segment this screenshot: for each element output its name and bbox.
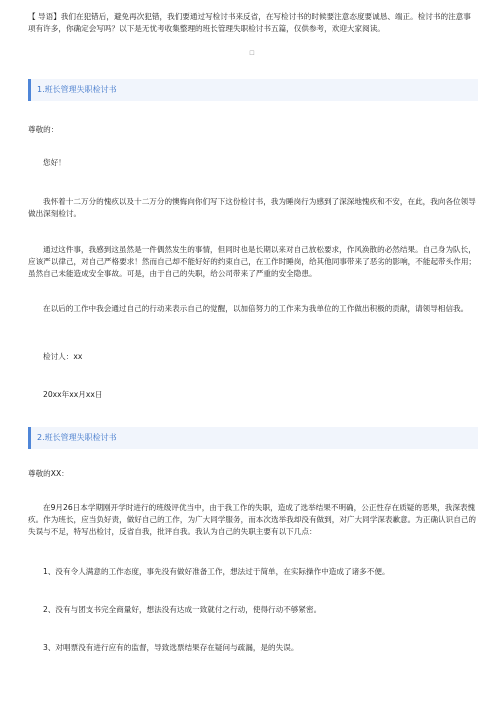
signer-1: 检讨人：xx: [43, 352, 83, 361]
salutation-2: 尊敬的XX：: [28, 469, 69, 478]
list-item-2-1: 1、没有令人满意的工作态度，事先没有做好准备工作，想法过于简单，在实际操作中造成了诸多不便。: [43, 567, 390, 576]
paragraph-1-1: 我怀着十二万分的愧疚以及十二万分的懊悔向你们写下这份检讨书，我为睡岗行为感到了深深地愧疚和不安，在此，我向各位领导做出深刻检讨。: [28, 197, 476, 218]
divider-mark: ☐: [249, 50, 255, 57]
greeting-1: 您好！: [43, 158, 66, 167]
intro-paragraph: 【 导语】我们在犯错后，避免再次犯错，我们要通过写检讨书来反省，在写检讨书的时候要注意态度要诚恳、端正。检讨书的注意事项有许多，你确定会写吗？以下是无忧考收集整理的班长管理失职检讨书五篇，仅供参考，欢迎大家阅读。: [28, 12, 471, 33]
section-heading-1: 1.班长管理失职检讨书: [28, 79, 478, 101]
paragraph-1-3: 在以后的工作中我会通过自己的行动来表示自己的觉醒，以加倍努力的工作来为我单位的工作做出积极的贡献，请领导相信我。: [43, 304, 469, 313]
date-1: 20xx年xx月xx日: [43, 390, 103, 399]
section-heading-2: 2.班长管理失职检讨书: [28, 427, 478, 449]
paragraph-2-1: 在9月26日本学期刚开学时进行的班级评优当中，由于我工作的失职，造成了选举结果不明确，公正性存在质疑的恶果，我深表愧疚。作为班长，应当负好责，做好自己的工作，为广大同学服务，而本次选举我却没有做到，对广大同学深表歉意。为正确认识自己的失误与不足，特写出检讨，反省自我，批评自我。我认为自己的失职主要有以下几点：: [28, 503, 477, 536]
list-item-2-2: 2、没有与团支书完全商量好，想法没有达成一致就付之行动，使得行动不够紧密。: [43, 605, 322, 614]
salutation-1: 尊敬的：: [28, 125, 59, 134]
paragraph-1-2: 通过这件事，我感到这虽然是一件偶然发生的事情，但同时也是长期以来对自己放松要求，作风涣散的必然结果。自己身为队长，应该严以律己，对自己严格要求！然而自己却不能好好的约束自己，在工作时睡岗，给其他同事带来了恶劣的影响，不能起带头作用；虽然自己未能造成安全事故。可是，由于自己的失职，给公司带来了严重的安全隐患。: [28, 245, 477, 278]
list-item-2-3: 3、对唱票没有进行应有的监督，导致选票结果存在疑问与疏漏，是的失误。: [43, 643, 299, 652]
